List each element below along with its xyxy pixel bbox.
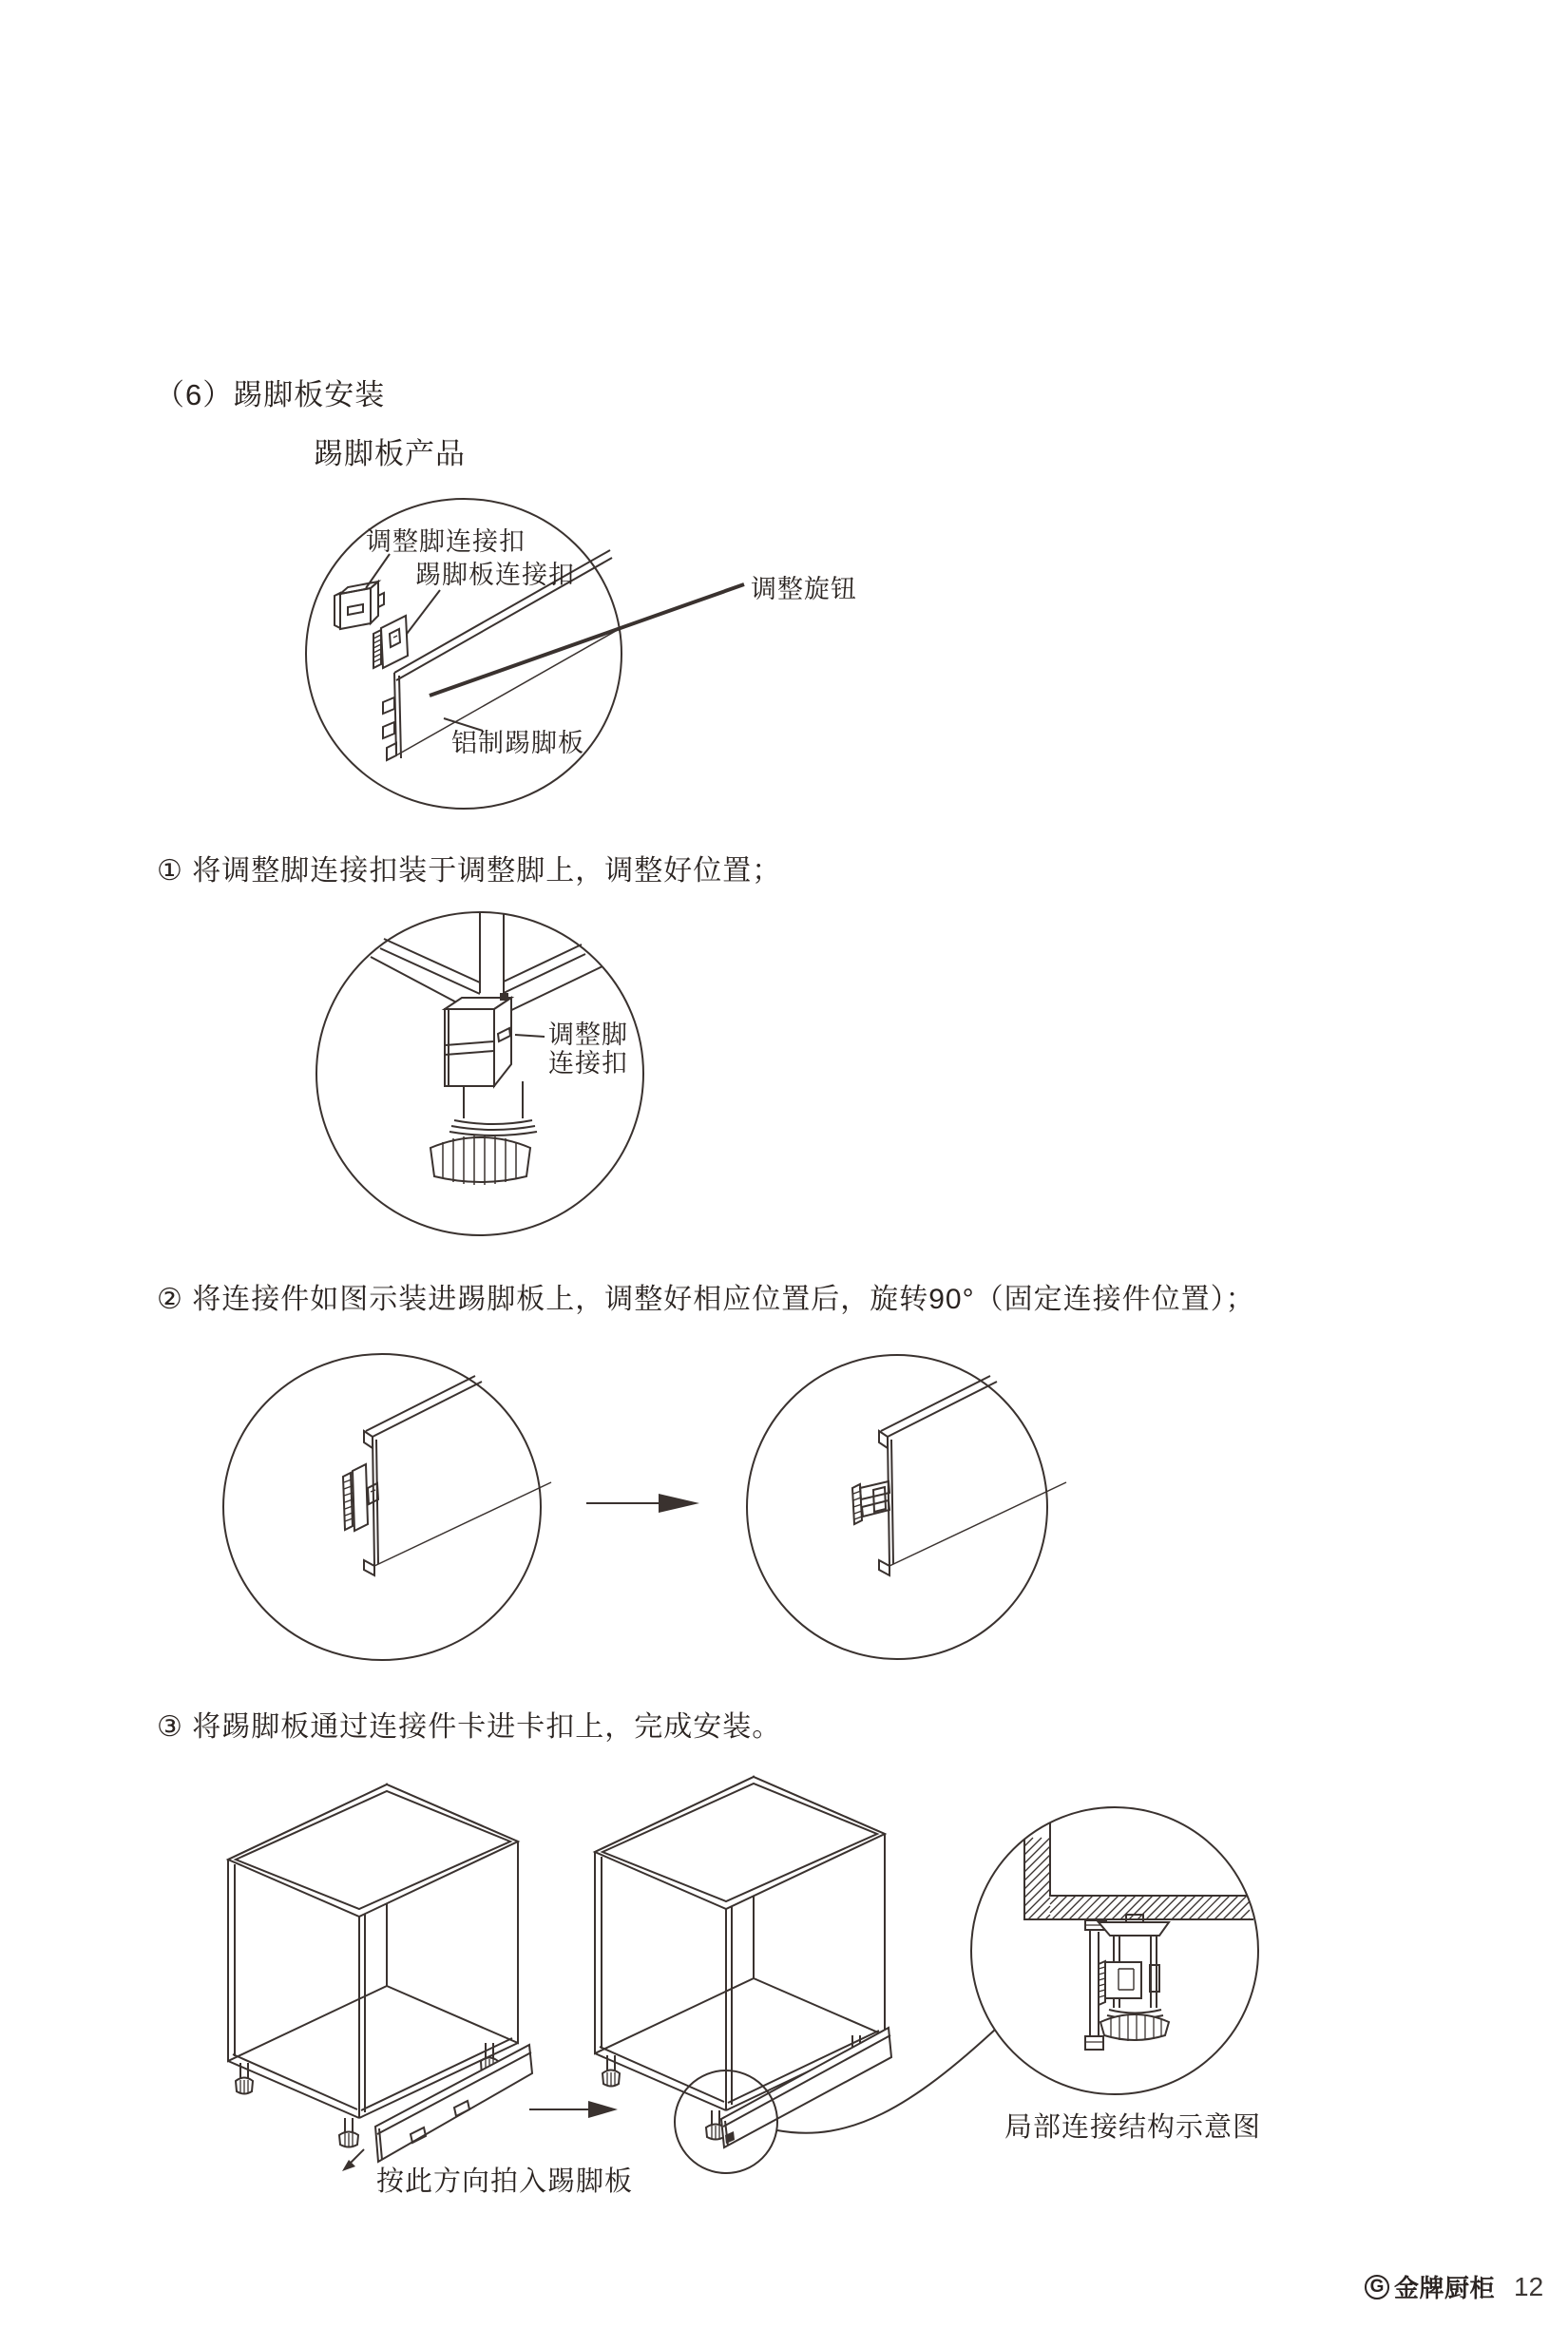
label-adjust-foot-clip: 调整脚连接扣 [366, 527, 526, 556]
arrow-icon [529, 2101, 618, 2118]
label-adjust-foot-clip-line1: 调整脚 [548, 1021, 628, 1049]
label-aluminum-kickplate: 铝制踢脚板 [451, 729, 584, 757]
kickplate-before-drawing [343, 1376, 551, 1575]
kickplate-leaning-drawing [375, 2045, 532, 2162]
product-caption: 踢脚板产品 [314, 437, 466, 470]
cabinet-panels-cross-section [1024, 1822, 1253, 1919]
push-direction-label: 按此方向拍入踢脚板 [376, 2166, 634, 2197]
detail-view-drawing [971, 1807, 1258, 2094]
kickplate-clip-drawing [373, 616, 408, 668]
kickplate-after-drawing [852, 1376, 1066, 1575]
page-footer [1365, 2269, 1543, 2304]
step1-text: ① 将调整脚连接扣装于调整脚上，调整好位置； [157, 855, 782, 887]
magnifier-circle-before [223, 1354, 541, 1660]
cabinet-after-drawing [595, 1777, 891, 2173]
brand-name: 金牌厨柜 [1394, 2274, 1496, 2302]
step1-figure [304, 903, 684, 1245]
adjust-foot-clip-drawing [335, 582, 384, 629]
step2-text: ② 将连接件如图示装进踢脚板上，调整好相应位置后，旋转90°（固定连接件位置）； [157, 1284, 1255, 1315]
step2-figure [223, 1349, 1060, 1663]
page-number: 12 [1514, 2271, 1544, 2301]
push-direction-arrow-icon [342, 2149, 364, 2171]
detail-label: 局部连接结构示意图 [1004, 2112, 1262, 2143]
leader-line [515, 1035, 545, 1037]
arrow-icon [586, 1494, 699, 1513]
section-title: （6）踢脚板安装 [155, 378, 386, 411]
label-adjust-foot-clip-line2: 连接扣 [548, 1049, 628, 1078]
magnifier-circle-after [747, 1355, 1047, 1659]
adjustable-foot-drawing [430, 1081, 537, 1185]
adjustable-foot-cross-section [1099, 1915, 1169, 2041]
product-diagram-figure [295, 489, 865, 822]
step3-figure [204, 1764, 1383, 2239]
leader-adjust-knob [430, 584, 744, 696]
cabinet-before-drawing [228, 1784, 532, 2171]
connector-rotated [852, 1481, 889, 1524]
step3-text: ③ 将踢脚板通过连接件卡进卡扣上，完成安装。 [157, 1711, 782, 1743]
label-adjust-knob: 调整旋钮 [751, 575, 857, 603]
kickplate-installed-drawing [721, 2028, 891, 2147]
brand-logo-letter: G [1369, 2276, 1385, 2297]
label-kickplate-clip: 踢脚板连接扣 [415, 561, 575, 589]
leader-kickplate-clip [407, 590, 440, 634]
brand-logo-icon [1365, 2275, 1389, 2299]
adjust-foot-clip-drawing [445, 993, 511, 1086]
